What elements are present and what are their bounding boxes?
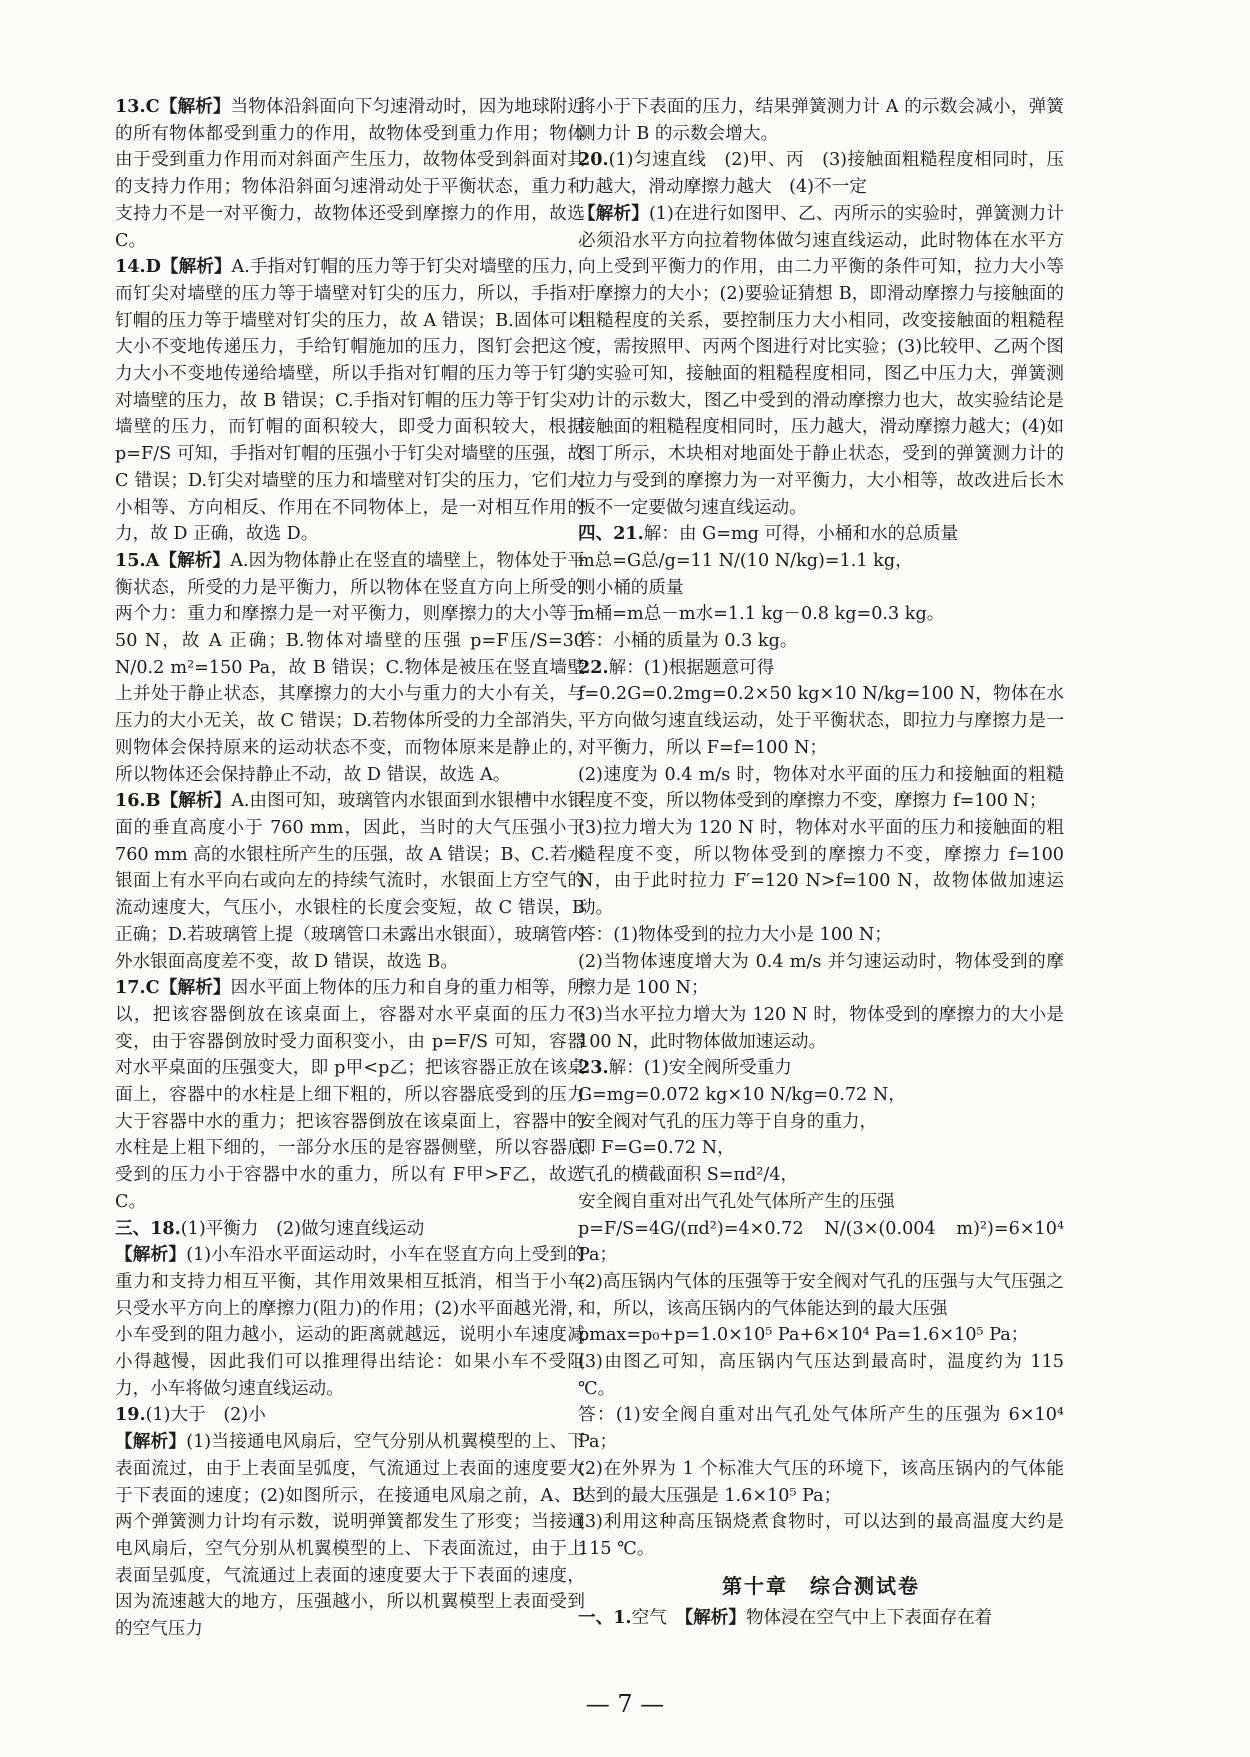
question-number: 三、18. [115,1217,181,1239]
paragraph [115,1216,585,1243]
paragraph-text: 解：(1)安全阀所受重力 [608,1058,792,1079]
paragraph-text: (1)小车沿水平面运动时，小车在竖直方向上受到的重力和支持力相互平衡，其作用效果相互抵消，相当于小车只受水平方向上的摩擦力(阻力)的作用；(2)水平面越光滑，小车受到的阻力越小，运动的距离就越远，说明小车速度减小得越慢，因此我们可以推理得出结论：如果小车不受阻力，小车将做匀速直线运动。 [115,1245,585,1399]
paragraph [115,1429,585,1643]
paragraph-text: 答：(1)安全阀自重对出气孔处气体所产生的压强为 6×10⁴ Pa； [578,1405,1064,1453]
paragraph [578,1402,1064,1455]
paragraph-text: 则小桶的质量 [578,577,684,598]
paragraph [578,628,1064,655]
question-number: 四、21. [578,523,644,545]
paragraph-text: (2)高压锅内气体的压强等于安全阀对气孔的压强与大气压强之和，所以，该高压锅内的气体能达到的最大压强 [578,1271,1064,1319]
question-number: 13.C [115,96,160,117]
paragraph [115,94,585,254]
question-number: 22. [578,656,609,678]
paragraph [115,788,585,975]
paragraph-text: (1)匀速直线 (2)甲、丙 (3)接触面粗糙程度相同时，压力越大，滑动摩擦力越大 (4)不一定 [578,150,1064,198]
paragraph-text: (3)由图乙可知，高压锅内气压达到最高时，温度约为 115 ℃。 [578,1352,1064,1399]
question-number: 15.A [115,549,160,571]
paragraph-text: 将小于下表面的压力，结果弹簧测力计 A 的示数会减小，弹簧测力计 B 的示数会增大。 [578,97,1064,144]
paragraph-text: (3)利用这种高压锅烧煮食物时，可以达到的最高温度大约是 115 ℃。 [578,1512,1064,1559]
paragraph [578,1269,1064,1322]
question-number: 一、1. [578,1607,632,1629]
paragraph [578,949,1064,1002]
question-number: 17.C [115,977,160,999]
question-number: 20. [578,149,609,171]
paragraph-text: p=F/S=4G/(πd²)=4×0.72 N/(3×(0.004 m)²)=6×10⁴ Pa； [578,1218,1064,1266]
paragraph-text: A.因为物体静止在竖直的墙壁上，物体处于平衡状态，所受的力是平衡力，所以物体在竖直方向上所受的两个力：重力和摩擦力是一对平衡力，则摩擦力的大小等于 50 N，故 A 正确；B.物体对墙壁的压强 p=F压/S=30 N/0.2 m²=150 Pa，故 B 错误；C.物体是被压在竖直墙壁上并处于静止状态，其摩擦力的大小与重力的大小有关，与压力的大小无关，故 C 错误；D.若物体所受的力全部消失，则物体会保持原来的运动状态不变，而物体原来是静止的，所以物体还会保持静止不动，故 D 错误，故选 A。 [115,550,585,785]
analysis-tag: 【解析】 [159,977,231,999]
paragraph-text: (1)当接通电风扇后，空气分别从机翼模型的上、下表面流过，由于上表面呈弧度，气流通过上表面的速度要大于下表面的速度；(2)如图所示，在接通电风扇之前，A、B 两个弹簧测力计均有示数，说明弹簧都发生了形变；当接通电风扇后，空气分别从机翼模型的上、下表面流过，由于上表面呈弧度，气流通过上表面的速度要大于下表面的速度，因为流速越大的地方，压强越小，所以机翼模型上表面受到的空气压力 [115,1432,585,1640]
paragraph [578,601,1064,628]
paragraph [578,655,1064,682]
chapter-first-paragraph [578,1605,1064,1632]
paragraph-text: (2)在外界为 1 个标准大气压的环境下，该高压锅内的气体能达到的最大压强是 1.6×10⁵ Pa； [578,1458,1064,1506]
paragraph-text: 解：由 G=mg 可得，小桶和水的总质量 [643,524,959,545]
paragraph [578,521,1064,548]
paragraph-text: (1)平衡力 (2)做匀速直线运动 [180,1218,425,1239]
paragraph [578,548,1064,575]
paragraph-text: (2)速度为 0.4 m/s 时，物体对水平面的压力和接触面的粗糙程度不变，所以物体受到的摩擦力不变，摩擦力 f=100 N； [578,764,1064,812]
analysis-tag: 【解析】 [115,1431,187,1453]
right-column [578,94,1064,1632]
paragraph-text: (3)当水平拉力增大为 120 N 时，物体受到的摩擦力的大小是 100 N，此时物体做加速运动。 [578,1004,1064,1052]
paragraph-text: G=mg=0.072 kg×10 N/kg=0.72 N， [578,1085,906,1106]
paragraph-text: 答：(1)物体受到的拉力大小是 100 N； [578,924,892,945]
paragraph [578,94,1064,147]
analysis-tag: 【解析】 [159,549,231,571]
answer-text: 空气 [631,1608,685,1629]
paragraph-text: 即 F=G=0.72 N， [578,1138,735,1159]
paragraph-text: 安全阀自重对出气孔处气体所产生的压强 [578,1191,895,1212]
paragraph [578,922,1064,949]
paragraph-text: 答：小桶的质量为 0.3 kg。 [578,631,798,652]
analysis-text: 物体浸在空气中上下表面存在着 [745,1608,993,1629]
analysis-tag: 【解析】 [160,790,232,812]
paragraph-text: 气孔的横截面积 S=πd²/4， [578,1165,799,1186]
paragraph-text: (1)在进行如图甲、乙、丙所示的实验时，弹簧测力计必须沿水平方向拉着物体做匀速直线运动，此时物体在水平方向上受到平衡力的作用，由二力平衡的条件可知，拉力大小等于摩擦力的大小；(2)要验证猜想 B，即滑动摩擦力与接触面的粗糙程度的关系，要控制压力大小相同，改变接触面的粗糙程度，需按照甲、丙两个图进行对比实验；(3)比较甲、乙两个图的实验可知，接触面的粗糙程度相同，图乙中压力大，弹簧测力计的示数大，图乙中受到的滑动摩擦力也大，故实验结论是接触面的粗糙程度相同时，压力越大，滑动摩擦力越大；(4)如图丁所示，木块相对地面处于静止状态，受到的弹簧测力计的拉力与受到的摩擦力为一对平衡力，大小相等，故改进后长木板不一定要做匀速直线运动。 [578,203,1064,518]
paragraph [578,815,1064,922]
paragraph [578,1135,1064,1162]
paragraph [115,975,585,1215]
paragraph-text: (1)大于 (2)小 [145,1405,266,1426]
chapter-heading: 第十章 综合测试卷 [722,1573,920,1598]
paragraph-text: (2)当物体速度增大为 0.4 m/s 并匀速运动时，物体受到的摩擦力是 100 N； [578,951,1064,999]
question-number: 19. [115,1404,146,1426]
analysis-tag: 【解析】 [115,1244,187,1266]
paragraph [578,1055,1064,1082]
analysis-tag: 【解析】 [578,202,649,224]
paragraph-text: A.由图可知，玻璃管内水银面到水银槽中水银面的垂直高度小于 760 mm，因此，当时的大气压强小于 760 mm 高的水银柱所产生的压强，故 A 错误；B、C.若水银面上有水平向右或向左的持续气流时，水银面上方空气的流动速度大，气压小，水银柱的长度会变短，故 C 错误，B 正确；D.若玻璃管上提（玻璃管口未露出水银面），玻璃管内外水银面高度差不变，故 D 错误，故选 B。 [115,791,585,972]
question-number: 14.D [115,256,161,278]
paragraph-text: 安全阀对气孔的压力等于自身的重力， [578,1111,878,1132]
paragraph [115,254,585,548]
paragraph [578,575,1064,602]
paragraph-text: pmax=p₀+p=1.0×10⁵ Pa+6×10⁴ Pa=1.6×10⁵ Pa； [578,1325,1029,1346]
paragraph [115,1402,585,1429]
paragraph-text: 因水平面上物体的压力和自身的重力相等，所以，把该容器倒放在该桌面上，容器对水平桌面的压力不变，由于容器倒放时受力面积变小，由 p=F/S 可知，容器对水平桌面的压强变大，即 p甲<p乙；把该容器正放在该桌面上，容器中的水柱是上细下粗的，所以容器底受到的压力大于容器中水的重力；把该容器倒放在该桌面上，容器中的水柱是上粗下细的，一部分水压的是容器侧壁，所以容器底受到的压力小于容器中水的重力，所以有 F甲>F乙，故选 C。 [115,978,585,1212]
paragraph-text: (3)拉力增大为 120 N 时，物体对水平面的压力和接触面的粗糙程度不变，所以物体受到的摩擦力不变，摩擦力 f=100 N，由于此时拉力 F′=120 N>f=100 N，故物体做加速运动。 [578,817,1064,919]
analysis-tag: 【解析】 [160,256,232,278]
analysis-tag: 【解析】 [684,1607,746,1629]
paragraph-text: f=0.2G=0.2mg=0.2×50 kg×10 N/kg=100 N，物体在水平方向做匀速直线运动，处于平衡状态，即拉力与摩擦力是一对平衡力，所以 F=f=100 N； [578,684,1064,758]
paragraph [578,762,1064,815]
paragraph [115,548,585,788]
paragraph [578,1349,1064,1402]
paragraph [578,1456,1064,1509]
right-column-body [578,94,1064,1563]
left-column [115,94,585,1643]
paragraph-text: m总=G总/g=11 N/(10 N/kg)=1.1 kg， [578,550,913,571]
paragraph [578,1082,1064,1109]
paragraph [578,1216,1064,1269]
paragraph [578,147,1064,200]
paragraph-text: m桶=m总－m水=1.1 kg－0.8 kg=0.3 kg。 [578,604,945,625]
question-number: 23. [578,1057,609,1079]
paragraph-text: 解：(1)根据题意可得 [608,657,775,678]
paragraph [578,681,1064,761]
paragraph-text: A.手指对钉帽的压力等于钉尖对墙壁的压力，而钉尖对墙壁的压力等于墙壁对钉尖的压力，所以，手指对钉帽的压力等于墙壁对钉尖的压力，故 A 错误；B.固体可以大小不变地传递压力，手给钉帽施加的压力，图钉会把这个力大小不变地传递给墙壁，所以手指对钉帽的压力等于钉尖对墙壁的压力，故 B 错误；C.手指对钉帽的压力等于钉尖对墙壁的压力，而钉帽的面积较大，即受力面积较大，根据 p=F/S 可知，手指对钉帽的压强小于钉尖对墙壁的压强，故 C 错误；D.钉尖对墙壁的压力和墙壁对钉尖的压力，它们大小相等、方向相反、作用在不同物体上，是一对相互作用的力，故 D 正确，故选 D。 [115,257,585,545]
paragraph [578,1509,1064,1562]
paragraph [578,1322,1064,1349]
paragraph [578,1109,1064,1136]
page-number: — 7 — [585,1690,665,1718]
paragraph [578,201,1064,521]
paragraph-text: 当物体沿斜面向下匀速滑动时，因为地球附近的所有物体都受到重力的作用，故物体受到重力作用；物体由于受到重力作用而对斜面产生压力，故物体受到斜面对其的支持力作用；物体沿斜面匀速滑动处于平衡状态，重力和支持力不是一对平衡力，故物体还受到摩擦力的作用，故选 C。 [115,97,585,251]
paragraph [578,1189,1064,1216]
paragraph [578,1002,1064,1055]
analysis-tag: 【解析】 [159,96,231,117]
paragraph [115,1242,585,1402]
question-number: 16.B [115,790,161,812]
paragraph [578,1162,1064,1189]
